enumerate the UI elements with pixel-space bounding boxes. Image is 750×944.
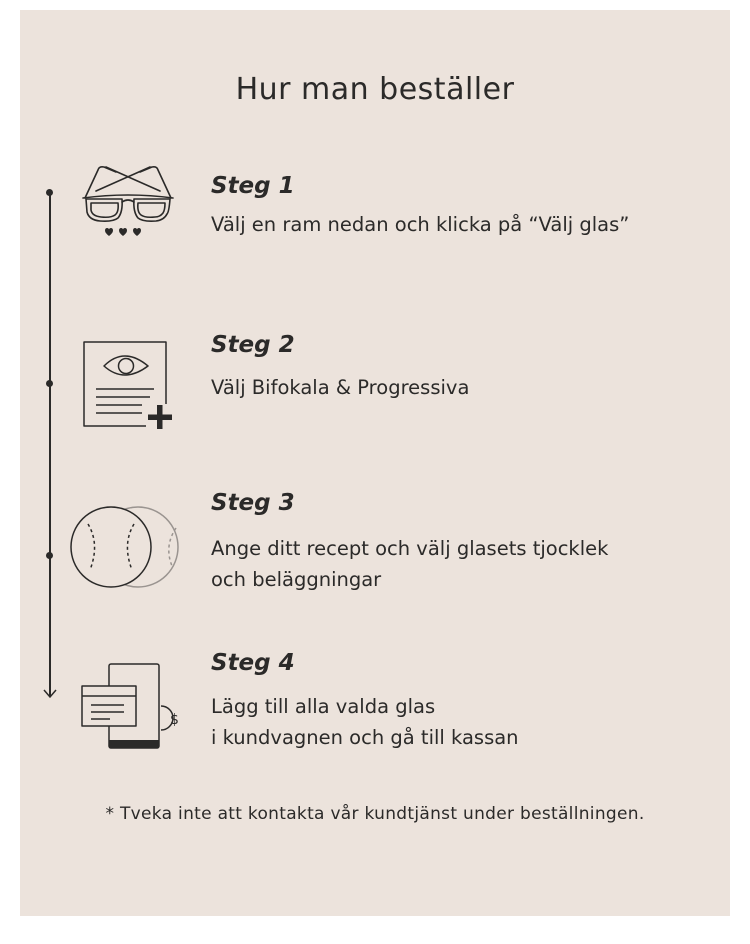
step-1-title: Steg 1 bbox=[211, 173, 295, 199]
instructions-card bbox=[20, 10, 730, 916]
footnote: * Tveka inte att kontakta vår kundtjänst under beställningen. bbox=[105, 804, 645, 824]
timeline-dot-3 bbox=[46, 552, 53, 559]
step-4-description: Lägg till alla valda glas i kundvagnen och gå till kassan bbox=[211, 695, 519, 749]
timeline-line bbox=[49, 192, 51, 697]
lens-icon bbox=[68, 504, 186, 590]
hearts-icon bbox=[105, 228, 141, 236]
step-3-description: Ange ditt recept och välj glasets tjocklek och beläggningar bbox=[211, 537, 609, 591]
page-title: Hur man beställer bbox=[235, 72, 515, 107]
step-2-description: Välj Bifokala & Progressiva bbox=[211, 376, 470, 399]
timeline-dot-2 bbox=[46, 380, 53, 387]
step-1-description: Välj en ram nedan och klicka på “Välj glas” bbox=[211, 213, 630, 236]
step-3-title: Steg 3 bbox=[211, 490, 295, 516]
glasses-icon bbox=[78, 158, 178, 246]
svg-text:$: $ bbox=[170, 712, 179, 728]
timeline-arrow-icon bbox=[43, 689, 57, 699]
step-4-title: Steg 4 bbox=[211, 650, 295, 676]
prescription-document-icon bbox=[80, 338, 178, 434]
timeline-dot-1 bbox=[46, 189, 53, 196]
step-2-title: Steg 2 bbox=[211, 332, 295, 358]
payment-icon bbox=[80, 660, 186, 752]
